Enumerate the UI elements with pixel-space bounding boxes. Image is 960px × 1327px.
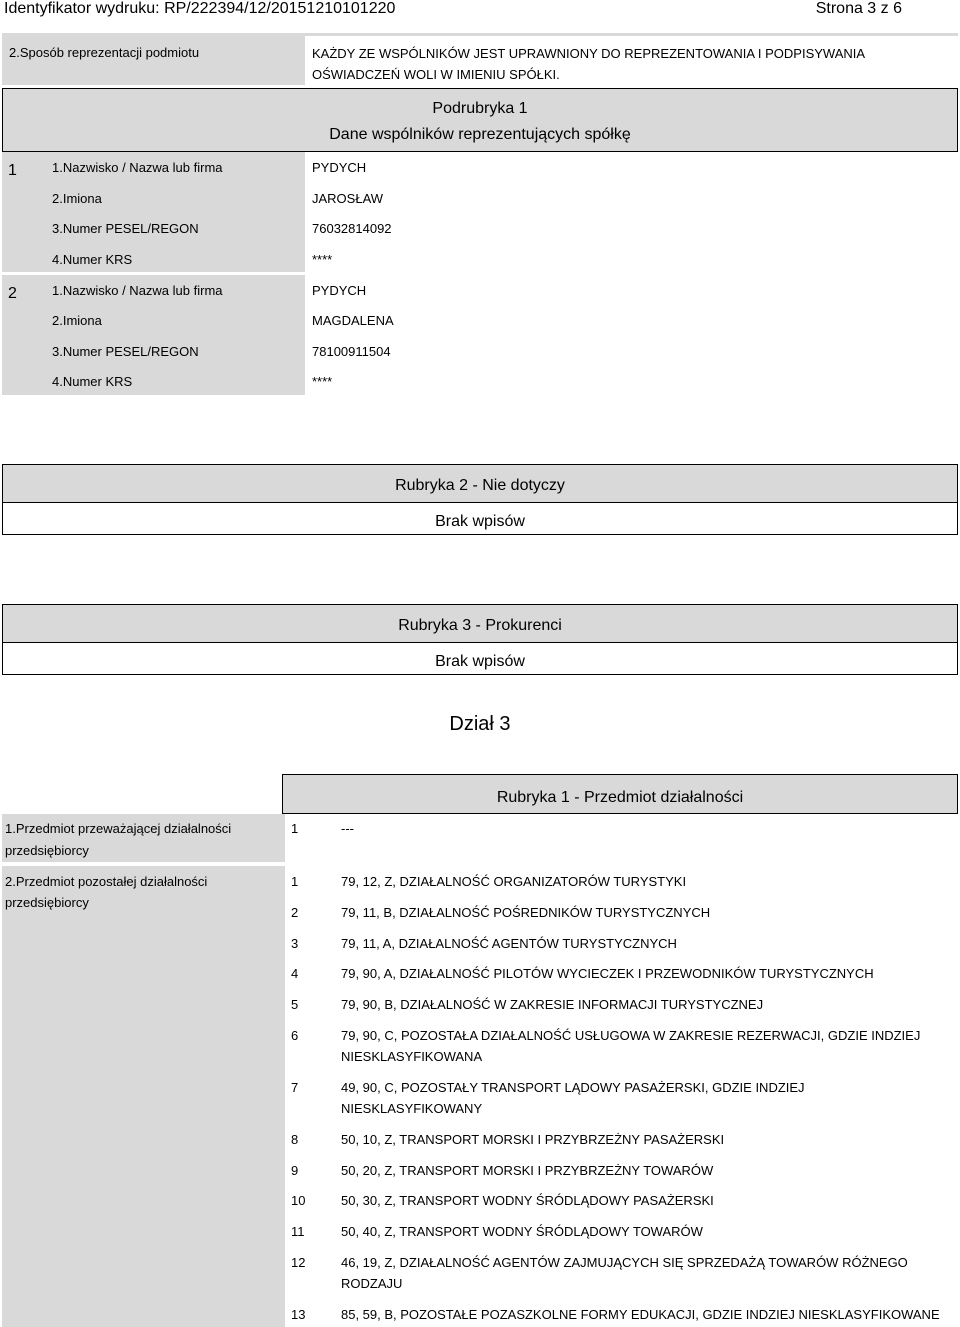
field-label-name: 1.Nazwisko / Nazwa lub firma	[52, 283, 223, 298]
field-value-name: PYDYCH	[312, 283, 367, 298]
activity-title-bar	[282, 774, 958, 814]
other-activity-list	[285, 866, 960, 1327]
activity-item-number: 4	[291, 966, 299, 981]
activity-item-text-line1: 50, 10, Z, TRANSPORT MORSKI I PRZYBRZEŻNY PASAŻERSKI	[341, 1132, 725, 1147]
activity-item-text-line1: 50, 30, Z, TRANSPORT WODNY ŚRÓDLĄDOWY PASAŻERSKI	[341, 1193, 714, 1208]
main-activity-label-cell	[2, 814, 285, 862]
activity-item-text-line2: RODZAJU	[341, 1276, 403, 1291]
partner-2	[2, 275, 958, 395]
main-activity-label-line2: przedsiębiorcy	[5, 843, 89, 858]
field-value-krs: ****	[312, 374, 333, 389]
rubryka-2	[2, 464, 958, 535]
partner-fields	[49, 152, 958, 272]
activity-item-text-line1: 50, 20, Z, TRANSPORT MORSKI I PRZYBRZEŻNY TOWARÓW	[341, 1163, 714, 1178]
main-activity-value: ---	[341, 821, 354, 836]
section-title: Dział 3	[449, 713, 511, 735]
activity-item-text-line1: 79, 11, A, DZIAŁALNOŚĆ AGENTÓW TURYSTYCZNYCH	[341, 936, 677, 951]
other-activity-label-line2: przedsiębiorcy	[5, 895, 89, 910]
other-activity-label-line1: 2.Przedmiot pozostałej działalności	[5, 874, 208, 889]
partner-number: 1	[8, 162, 17, 179]
partner-values	[305, 152, 958, 272]
rubryka-2-empty: Brak wpisów	[435, 513, 525, 530]
activity-item-number: 13	[291, 1307, 306, 1322]
activity-item-text-line1: 79, 90, B, DZIAŁALNOŚĆ W ZAKRESIE INFORMACJI TURYSTYCZNEJ	[341, 997, 764, 1012]
rubryka-2-title: Rubryka 2 - Nie dotyczy	[395, 477, 565, 494]
partner-fields	[49, 275, 958, 395]
activity-item-text-line1: 79, 90, C, POZOSTAŁA DZIAŁALNOŚĆ USŁUGOWA W ZAKRESIE REZERWACJI, GDZIE INDZIEJ	[341, 1028, 921, 1043]
activity-item-text-line1: 46, 19, Z, DZIAŁALNOŚĆ AGENTÓW ZAJMUJĄCYCH SIĘ SPRZEDAŻĄ TOWARÓW RÓŻNEGO	[341, 1255, 908, 1270]
activity-item-number: 7	[291, 1080, 299, 1095]
partner-1	[2, 152, 958, 272]
field-value-krs: ****	[312, 252, 333, 267]
rubryka-2-title-bar	[3, 465, 957, 503]
other-activity-label-cell	[2, 866, 285, 1327]
activity-item-text-line1: 79, 90, A, DZIAŁALNOŚĆ PILOTÓW WYCIECZEK I PRZEWODNIKÓW TURYSTYCZNYCH	[341, 966, 874, 981]
subsection-subtitle: Dane wspólników reprezentujących spółkę	[329, 126, 631, 143]
activity-item-number: 2	[291, 905, 299, 920]
field-value-pesel: 78100911504	[312, 344, 391, 359]
partner-labels	[49, 275, 305, 395]
field-label-krs: 4.Numer KRS	[52, 252, 133, 267]
subsection-header	[2, 88, 958, 152]
representation-value-box	[305, 36, 958, 85]
field-value-pesel: 76032814092	[312, 221, 392, 236]
field-label-name: 1.Nazwisko / Nazwa lub firma	[52, 160, 223, 175]
partner-number: 2	[8, 285, 17, 302]
subsection-title: Podrubryka 1	[432, 100, 528, 117]
activity-item-text-line1: 50, 40, Z, TRANSPORT WODNY ŚRÓDLĄDOWY TOWARÓW	[341, 1224, 703, 1239]
representation-value-line2: OŚWIADCZEŃ WOLI W IMIENIU SPÓŁKI.	[312, 67, 560, 82]
field-label-krs: 4.Numer KRS	[52, 374, 133, 389]
field-label-first-names: 2.Imiona	[52, 191, 102, 206]
activity-item-text-line1: 49, 90, C, POZOSTAŁY TRANSPORT LĄDOWY PASAŻERSKI, GDZIE INDZIEJ	[341, 1080, 805, 1095]
activity-item-number: 8	[291, 1132, 299, 1147]
partner-values	[305, 275, 958, 395]
print-identifier: Identyfikator wydruku: RP/222394/12/20151210101220	[4, 0, 396, 17]
rubryka-3-title: Rubryka 3 - Prokurenci	[398, 617, 562, 634]
field-value-name: PYDYCH	[312, 160, 367, 175]
activity-item-text-line1: 79, 12, Z, DZIAŁALNOŚĆ ORGANIZATORÓW TURYSTYKI	[341, 874, 687, 889]
main-activity-label-line1: 1.Przedmiot przeważającej działalności	[5, 821, 232, 836]
rubryka-3-title-bar	[3, 605, 957, 643]
rubryka-3	[2, 604, 958, 675]
field-value-first-names: JAROSŁAW	[312, 191, 384, 206]
representation-label: 2.Sposób reprezentacji podmiotu	[9, 45, 200, 60]
activity-item-text-line2: NIESKLASYFIKOWANA	[341, 1049, 483, 1064]
activity-item-text-line2: NIESKLASYFIKOWANY	[341, 1101, 483, 1116]
activity-item-number: 10	[291, 1193, 306, 1208]
activity-item-number: 3	[291, 936, 299, 951]
field-label-pesel: 3.Numer PESEL/REGON	[52, 344, 199, 359]
main-activity-number: 1	[291, 821, 299, 836]
activity-item-number: 1	[291, 874, 299, 889]
page-number: Strona 3 z 6	[815, 0, 902, 17]
field-value-first-names: MAGDALENA	[312, 313, 394, 328]
activity-title: Rubryka 1 - Przedmiot działalności	[496, 789, 744, 806]
activity-item-number: 11	[291, 1224, 305, 1239]
activity-item-number: 5	[291, 997, 299, 1012]
rubryka-3-empty: Brak wpisów	[435, 653, 525, 670]
activity-item-number: 6	[291, 1028, 299, 1043]
activity-item-text-line1: 85, 59, B, POZOSTAŁE POZASZKOLNE FORMY EDUKACJI, GDZIE INDZIEJ NIESKLASYFIKOWANE	[341, 1307, 940, 1322]
activity-item-number: 12	[291, 1255, 306, 1270]
field-label-first-names: 2.Imiona	[52, 313, 102, 328]
partner-labels	[49, 152, 305, 272]
representation-value-line1: KAŻDY ZE WSPÓLNIKÓW JEST UPRAWNIONY DO REPREZENTOWANIA I PODPISYWANIA	[312, 46, 866, 61]
representation-row	[2, 33, 958, 85]
activity-item-text-line1: 79, 11, B, DZIAŁALNOŚĆ POŚREDNIKÓW TURYSTYCZNYCH	[341, 905, 711, 920]
field-label-pesel: 3.Numer PESEL/REGON	[52, 221, 199, 236]
activity-item-number: 9	[291, 1163, 299, 1178]
